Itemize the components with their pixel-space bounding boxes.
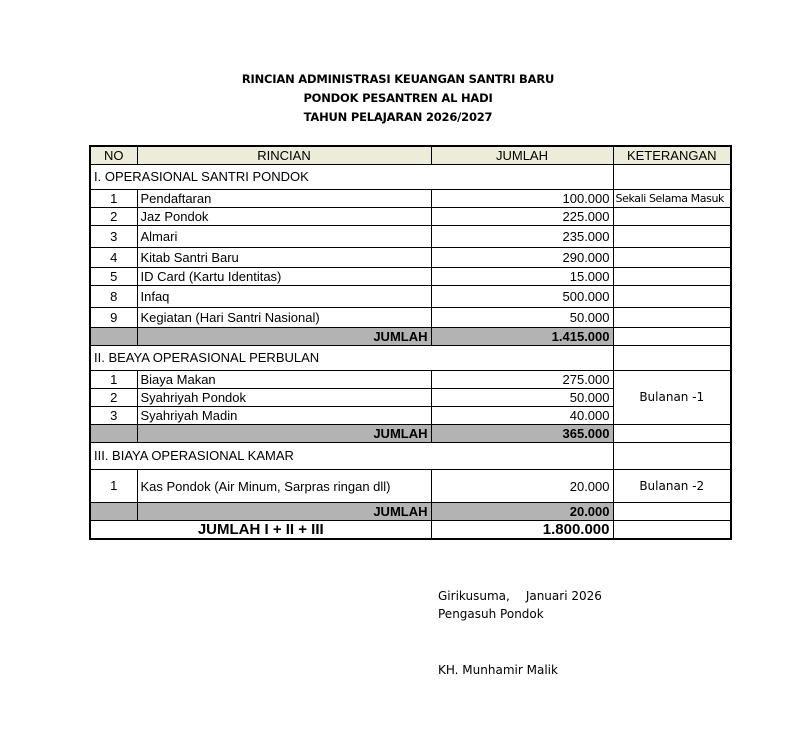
row-no: 3 <box>90 226 137 248</box>
row-note: Sekali Selama Masuk <box>613 190 731 208</box>
section-3-title: III. BIAYA OPERASIONAL KAMAR <box>90 443 613 470</box>
table-row <box>90 226 731 248</box>
row-amount: 50.000 <box>431 308 613 328</box>
total-note-cell <box>613 425 731 443</box>
row-item: Pendaftaran <box>137 190 431 208</box>
row-note <box>613 248 731 268</box>
total-blank-cell <box>90 328 137 346</box>
total-blank-cell <box>90 425 137 443</box>
section-2-total-amount: 365.000 <box>431 425 613 443</box>
section-2-note: Bulanan -1 <box>613 371 731 425</box>
col-header-jumlah: JUMLAH <box>431 146 613 165</box>
section-1-note-cell <box>613 165 731 190</box>
table-row <box>90 371 731 389</box>
total-note-cell <box>613 503 731 521</box>
row-note <box>613 226 731 248</box>
row-amount: 235.000 <box>431 226 613 248</box>
section-3-total-label: JUMLAH <box>137 503 431 521</box>
section-1-total-label: JUMLAH <box>137 328 431 346</box>
row-amount: 275.000 <box>431 371 613 389</box>
section-1-header <box>90 165 731 190</box>
row-no: 3 <box>90 407 137 425</box>
row-item: Syahriyah Pondok <box>137 389 431 407</box>
row-item: Kegiatan (Hari Santri Nasional) <box>137 308 431 328</box>
signature-place-date <box>438 589 602 603</box>
section-3-total-amount: 20.000 <box>431 503 613 521</box>
signature-name: KH. Munhamir Malik <box>438 663 558 677</box>
section-2-total-label: JUMLAH <box>137 425 431 443</box>
row-amount: 20.000 <box>431 470 613 503</box>
table-row <box>90 286 731 308</box>
row-no: 8 <box>90 286 137 308</box>
col-header-rincian: RINCIAN <box>137 146 431 165</box>
row-item: Almari <box>137 226 431 248</box>
grand-total-amount: 1.800.000 <box>431 521 613 540</box>
row-amount: 500.000 <box>431 286 613 308</box>
row-no: 1 <box>90 371 137 389</box>
table-row <box>90 190 731 208</box>
section-2-note-cell <box>613 346 731 371</box>
row-item: Kas Pondok (Air Minum, Sarpras ringan dll) <box>137 470 431 503</box>
section-3-total-row <box>90 503 731 521</box>
table-row <box>90 248 731 268</box>
signature-role: Pengasuh Pondok <box>438 607 544 621</box>
grand-total-row <box>90 521 731 540</box>
row-note <box>613 308 731 328</box>
col-header-no: NO <box>90 146 137 165</box>
row-no: 9 <box>90 308 137 328</box>
table-row <box>90 470 731 503</box>
section-3-header <box>90 443 731 470</box>
row-item: Syahriyah Madin <box>137 407 431 425</box>
grand-total-label: JUMLAH I + II + III <box>90 521 431 540</box>
fee-table <box>89 145 732 540</box>
row-no: 1 <box>90 470 137 503</box>
row-no: 2 <box>90 389 137 407</box>
table-header-row <box>90 146 731 165</box>
row-amount: 290.000 <box>431 248 613 268</box>
grand-total-note-cell <box>613 521 731 540</box>
row-amount: 15.000 <box>431 268 613 286</box>
row-note <box>613 286 731 308</box>
table-row <box>90 208 731 226</box>
section-1-total-row <box>90 328 731 346</box>
row-note <box>613 208 731 226</box>
col-header-keterangan: KETERANGAN <box>613 146 731 165</box>
section-3-note-cell <box>613 443 731 470</box>
row-note: Bulanan -2 <box>613 470 731 503</box>
signature-place: Girikusuma, <box>438 589 510 603</box>
doc-subtitle-institution: PONDOK PESANTREN AL HADI <box>303 91 493 105</box>
section-2-total-row <box>90 425 731 443</box>
row-no: 4 <box>90 248 137 268</box>
row-amount: 50.000 <box>431 389 613 407</box>
row-item: Kitab Santri Baru <box>137 248 431 268</box>
section-1-total-amount: 1.415.000 <box>431 328 613 346</box>
row-item: Jaz Pondok <box>137 208 431 226</box>
section-1-title: I. OPERASIONAL SANTRI PONDOK <box>90 165 613 190</box>
doc-subtitle-year: TAHUN PELAJARAN 2026/2027 <box>303 110 493 124</box>
doc-title: RINCIAN ADMINISTRASI KEUANGAN SANTRI BARU <box>241 72 555 86</box>
row-item: Biaya Makan <box>137 371 431 389</box>
row-no: 2 <box>90 208 137 226</box>
row-item: ID Card (Kartu Identitas) <box>137 268 431 286</box>
row-note <box>613 268 731 286</box>
table-row <box>90 268 731 286</box>
signature-date: Januari 2026 <box>525 589 602 603</box>
total-note-cell <box>613 328 731 346</box>
table-row <box>90 308 731 328</box>
row-no: 1 <box>90 190 137 208</box>
row-no: 5 <box>90 268 137 286</box>
section-2-title: II. BEAYA OPERASIONAL PERBULAN <box>90 346 613 371</box>
row-amount: 225.000 <box>431 208 613 226</box>
total-blank-cell <box>90 503 137 521</box>
row-amount: 100.000 <box>431 190 613 208</box>
row-item: Infaq <box>137 286 431 308</box>
row-amount: 40.000 <box>431 407 613 425</box>
section-2-header <box>90 346 731 371</box>
